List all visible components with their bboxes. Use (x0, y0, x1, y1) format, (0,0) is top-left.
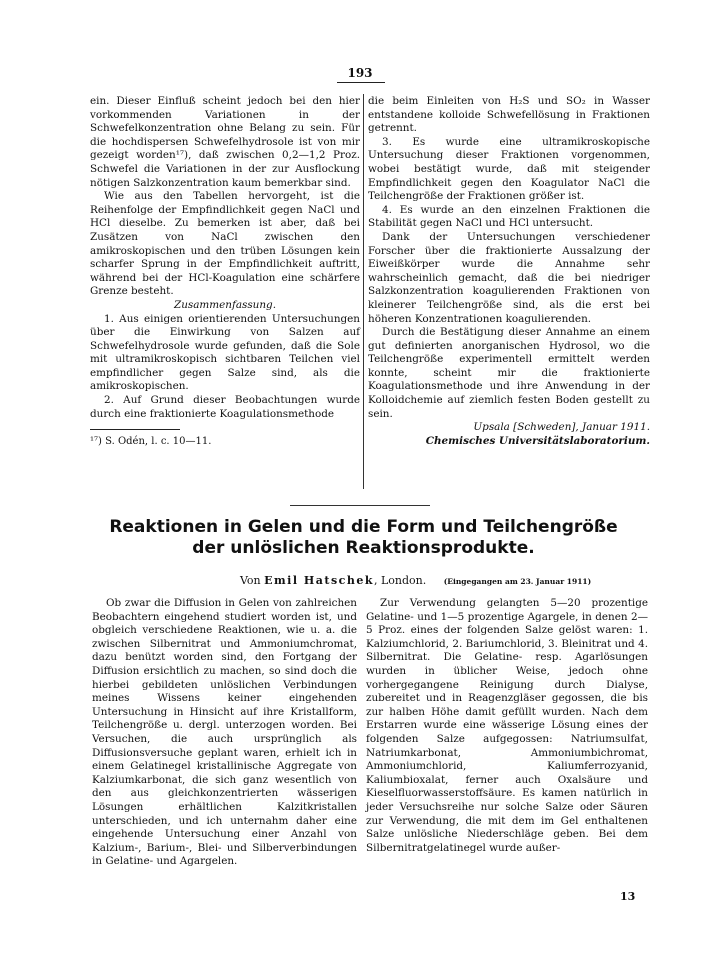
summary-item: 2. Auf Grund dieser Beobachtungen wurde durch eine fraktionierte Koagulationsmethode (90, 394, 360, 420)
author-name: Emil Hatschek (264, 574, 374, 587)
place-date: Upsala [Schweden], Januar 1911. (473, 421, 650, 434)
signature-mark: 13 (620, 890, 636, 903)
column-bottom-right (366, 597, 648, 855)
author-location: , London. (373, 574, 427, 587)
summary-item: 1. Aus einigen orientierenden Untersuchungen über die Einwirkung von Salzen auf Schwefelhydrosole wurde gefunden, daß die Sole mit ultramikroskopisch sichtbaren Teilchen viel empfindlicher gegen Salze sind, als die amikroskopischen. (90, 312, 360, 393)
paragraph: 3. Es wurde eine ultramikroskopische Untersuchung dieser Fraktionen vorgenommen, wobei bestätigt wurde, daß mit steigender Empfindlichkeit gegen den Koagulator NaCl die Teilchengröße der Fraktionen größer ist. (368, 135, 650, 203)
footnote-rule (90, 429, 180, 430)
paragraph: die beim Einleiten von H₂S und SO₂ in Wasser entstandene kolloide Schwefellösung in Fraktionen getrennt. (368, 95, 650, 135)
institution: Chemisches Universitätslaboratorium. (425, 434, 650, 447)
column-divider (363, 94, 364, 489)
column-top-left (90, 95, 360, 449)
paragraph: Durch die Bestätigung dieser Annahme an einem gut definierten anorganischen Hydrosol, wo die Teilchengröße experimentell ermittelt werden konnte, scheint mir die fraktionierte Koagulationsmethode und ihre Anwendung in der Kolloidchemie auf ziemlich festen Boden gestellt zu sein. (368, 326, 650, 420)
author-prefix: Von (240, 574, 261, 587)
paragraph: Dank der Untersuchungen verschiedener Forscher über die fraktionierte Aussalzung der Eiweißkörper wurde die Annahme sehr wahrscheinlich gemacht, daß die bei niedriger Salzkonzentration koagulierenden Fraktionen von kleinerer Teilchengröße sind, als die erst bei höheren Konzentrationen koagulierenden. (368, 230, 650, 325)
paragraph: Ob zwar die Diffusion in Gelen von zahlreichen Beobachtern eingehend studiert worden ist, und obgleich verschiedene Reaktionen, wie u. a. die zwischen Silbernitrat und Ammoniumchromat, dazu benützt worden sind, den Fortgang der Diffusion ersichtlich zu machen, so sind doch die hierbei gebildeten unlöslichen Verbindungen meines Wissens keiner eingehenden Untersuchung in Hinsicht auf ihre Kristallform, Teilchengröße u. dergl. unterzogen worden. Bei Versuchen, die auch ursprünglich als Diffusionsversuche geplant waren, erhielt ich in einem Gelatinegel kristallinische Aggregate von Kalziumkarbonat, die sich ganz wesentlich von den aus gleichkonzentrierten wässerigen Lösungen erhältlichen Kalzitkristallen unterschieden, und ich unternahm daher eine eingehende Untersuchung einer Anzahl von Kalzium-, Barium-, Blei- und Silberverbindungen in Gelatine- und Agargelen. (92, 597, 357, 868)
paragraph: ein. Dieser Einfluß scheint jedoch bei den hier vorkommenden Variationen in der Schwefelkonzentration ohne Belang zu sein. Für die hochdispersen Schwefelhydrosole ist von mir gezeigt worden¹⁷), daß zwischen 0,2—1,2 Proz. Schwefel die Variationen in der zur Ausflockung nötigen Salzkonzentration kaum bemerkbar sind. (90, 95, 360, 189)
paragraph: Wie aus den Tabellen hervorgeht, ist die Reihenfolge der Empfindlichkeit gegen NaCl und HCl dieselbe. Zu bemerken ist aber, daß bei Zusätzen von NaCl zwischen den amikroskopischen und den trüben Lösungen kein scharfer Sprung in der Empfindlichkeit auftritt, während bei der HCl-Koagulation eine schärfere Grenze besteht. (90, 190, 360, 298)
footnote: ¹⁷) S. Odén, l. c. 10—11. (90, 436, 212, 448)
summary-heading: Zusammenfassung. (173, 298, 277, 311)
article-title (100, 517, 627, 559)
page-number-rule (337, 82, 385, 83)
column-top-right (368, 95, 650, 448)
title-line: der unlöslichen Reaktionsprodukte. (192, 538, 535, 558)
article-separator (290, 505, 430, 506)
column-bottom-left (92, 597, 357, 869)
title-line: Reaktionen in Gelen und die Form und Teilchengröße (109, 517, 618, 537)
page-number: 193 (347, 66, 373, 80)
paragraph: 4. Es wurde an den einzelnen Fraktionen die Stabilität gegen NaCl und HCl untersucht. (368, 203, 650, 230)
author-line (240, 574, 660, 587)
paragraph: Zur Verwendung gelangten 5—20 prozentige Gelatine- und 1—5 prozentige Agargele, in denen 2—5 Proz. eines der folgenden Salze gelöst waren: 1. Kalziumchlorid, 2. Bariumchlorid, 3. Bleinitrat und 4. Silbernitrat. Die Gelatine- resp. Agarlösungen wurden in üblicher Weise, jedoch ohne vorhergegangene Reinigung durch Dialyse, zubereitet und in Reagenzgläser gegossen, die bis zur halben Höhe damit gefüllt wurden. Nach dem Erstarren wurde eine wässerige Lösung eines der folgenden Salze aufgegossen: Natriumsulfat, Natriumkarbonat, Ammoniumbichromat, Ammoniumchlorid, Kaliumferrozyanid, Kaliumbioxalat, ferner auch Oxalsäure und Kieselfluorwasserstoffsäure. Es kamen natürlich in jeder Versuchsreihe nur solche Salze oder Säuren zur Verwendung, die mit dem im Gel enthaltenen Salze unlösliche Niederschläge geben. Bei dem Silbernitratgelatinegel wurde außer- (366, 597, 648, 854)
received-date: (Eingegangen am 23. Januar 1911) (443, 577, 592, 586)
